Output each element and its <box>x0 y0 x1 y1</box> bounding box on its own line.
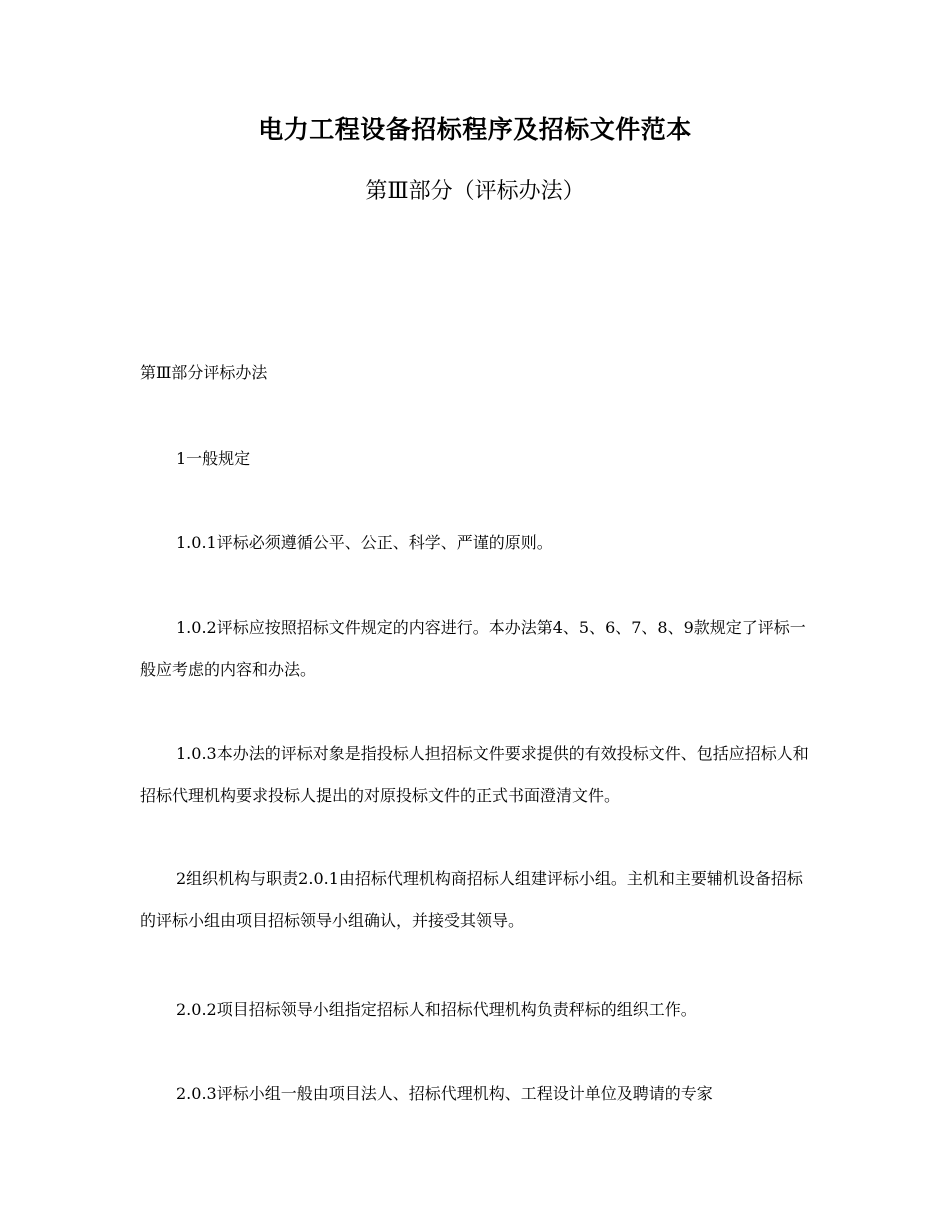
document-subtitle: 第Ⅲ部分（评标办法） <box>365 179 585 204</box>
document-title: 电力工程设备招标程序及招标文件范本 <box>258 115 692 144</box>
section-heading: 第Ⅲ部分评标办法 <box>140 363 268 382</box>
paragraph-2-0-1: 2组织机构与职责2.0.1由招标代理机构商招标人组建评标小组。主机和主要辅机设备招标的评标小组由项目招标领导小组确认，并接受其领导。 <box>140 869 803 930</box>
paragraph-general-provisions: 1一般规定 <box>176 449 251 468</box>
paragraph-1-0-3: 1.0.3本办法的评标对象是指投标人担招标文件要求提供的有效投标文件、包括应招标人和招标代理机构要求投标人提出的对原投标文件的正式书面澄清文件。 <box>140 744 809 805</box>
paragraph-1-0-2: 1.0.2评标应按照招标文件规定的内容进行。本办法第4、5、6、7、8、9款规定了评标一般应考虑的内容和办法。 <box>140 618 806 679</box>
paragraph-2-0-3: 2.0.3评标小组一般由项目法人、招标代理机构、工程设计单位及聘请的专家 <box>176 1084 713 1103</box>
paragraph-1-0-1: 1.0.1评标必须遵循公平、公正、科学、严谨的原则。 <box>176 533 553 552</box>
paragraph-2-0-2: 2.0.2项目招标领导小组指定招标人和招标代理机构负责秤标的组织工作。 <box>176 1000 697 1019</box>
